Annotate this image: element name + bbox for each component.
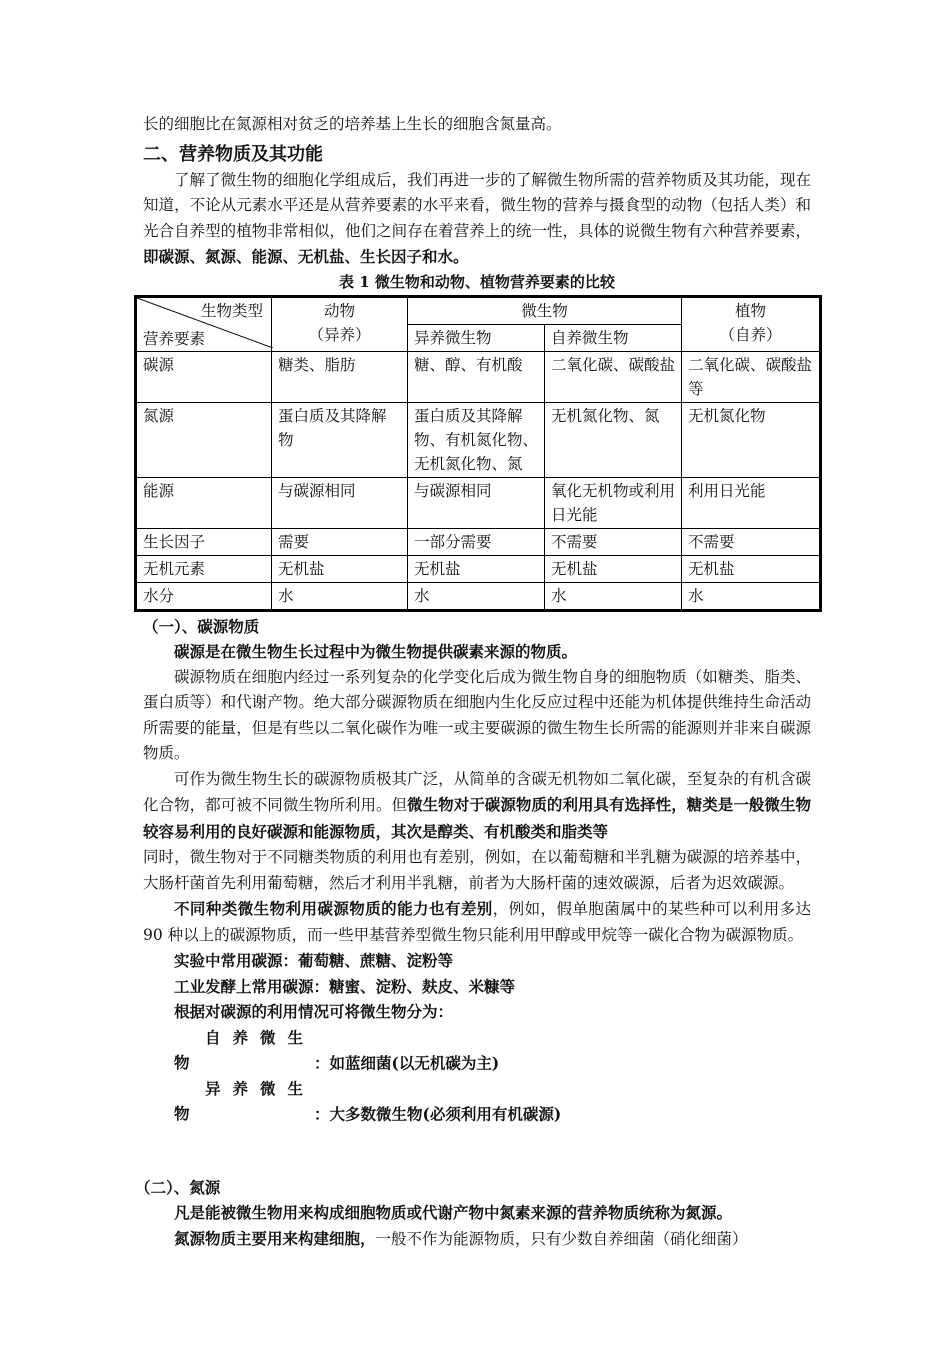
cell-auto: 无机氮化物、氮 <box>545 402 682 477</box>
carbon-paragraph-3: 不同种类微生物利用碳源物质的能力也有差别，例如，假单胞菌属中的某些种可以利用多达 90 种以上的碳源物质，而一些甲基营养型微生物只能利用甲醇或甲烷等一碳化合物为碳源物质。 <box>143 899 811 944</box>
row-name: 生长因子 <box>136 528 272 555</box>
row-name: 氮源 <box>136 402 272 477</box>
table-row <box>136 351 821 402</box>
table-row <box>136 582 821 610</box>
section-paragraph: 了解了微生物的细胞化学组成后，我们再进一步的了解微生物所需的营养物质及其功能，现在知道，不论从元素水平还是从营养要素的水平来看，微生物的营养与摄食型的动物（包括人类）和光合自养型的植物非常相似，他们之间存在着营养上的统一性，具体的说微生物有六种营养要素，即碳源、氮源、能源、无机盐、生长因子和水。 <box>143 170 811 266</box>
carbon-heading: （一）、碳源物质 <box>143 616 260 636</box>
cell-hetero: 无机盐 <box>408 555 545 582</box>
cell-plant: 无机氮化物 <box>682 402 821 477</box>
row-name: 水分 <box>136 582 272 610</box>
table-header-row <box>136 296 821 324</box>
corner-top-label: 生物类型 <box>200 301 263 320</box>
cell-plant: 无机盐 <box>682 555 821 582</box>
spacer <box>143 1127 811 1175</box>
header-animal: 动物 （异养） <box>272 296 408 351</box>
row-name: 碳源 <box>136 351 272 402</box>
cell-animal: 与碳源相同 <box>272 477 408 528</box>
table-row <box>136 402 821 477</box>
cell-plant: 利用日光能 <box>682 477 821 528</box>
cell-auto: 无机盐 <box>545 555 682 582</box>
nitrogen-definition: 凡是能被微生物用来构成细胞物质或代谢产物中氮素来源的营养物质统称为氮源。 <box>174 1203 733 1222</box>
nitrogen-paragraph: 氮源物质主要用来构建细胞，一般不作为能源物质，只有少数自养细菌（硝化细菌） <box>174 1228 748 1248</box>
cell-plant: 水 <box>682 582 821 610</box>
cell-animal: 蛋白质及其降解物 <box>272 402 408 477</box>
table-row <box>136 555 821 582</box>
cell-auto: 氧化无机物或利用日光能 <box>545 477 682 528</box>
cell-auto: 水 <box>545 582 682 610</box>
cell-animal: 无机盐 <box>272 555 408 582</box>
cell-hetero: 糖、醇、有机酸 <box>408 351 545 402</box>
corner-cell <box>136 296 272 351</box>
table-row <box>136 477 821 528</box>
carbon-paragraph-2b: 同时，微生物对于不同糖类物质的利用也有差别，例如，在以葡萄糖和半乳糖为碳源的培养基中，大肠杆菌首先利用葡萄糖，然后才利用半乳糖，前者为大肠杆菌的速效碳源，后者为迟效碳源。 <box>143 848 811 892</box>
lab-carbon-sources: 实验中常用碳源：葡萄糖、蔗糖、淀粉等 <box>174 951 454 970</box>
cell-hetero: 一部分需要 <box>408 528 545 555</box>
corner-bottom-label: 营养要素 <box>143 329 206 348</box>
cell-auto: 不需要 <box>545 528 682 555</box>
intro-tail: 长的细胞比在氮源相对贫乏的培养基上生长的细胞含氮量高。 <box>143 115 562 133</box>
cell-auto: 二氧化碳、碳酸盐 <box>545 351 682 402</box>
cell-hetero: 水 <box>408 582 545 610</box>
carbon-paragraph-2: 可作为微生物生长的碳源物质极其广泛，从简单的含碳无机物如二氧化碳，至复杂的有机含碳化合物，都可被不同微生物所利用。但微生物对于碳源物质的利用具有选择性，糖类是一般微生物较容易利用的良好碳源和能源物质，其次是醇类、有机酸类和脂类等 <box>143 769 811 841</box>
row-name: 无机元素 <box>136 555 272 582</box>
cell-animal: 糖类、脂肪 <box>272 351 408 402</box>
cell-animal: 需要 <box>272 528 408 555</box>
header-plant: 植物 （自养） <box>682 296 821 351</box>
heterotroph-line: 异养微生物 ：大多数微生物(必须利用有机碳源) <box>174 1078 562 1123</box>
cell-plant: 不需要 <box>682 528 821 555</box>
header-hetero: 异养微生物 <box>408 324 545 351</box>
section-heading: 二、营养物质及其功能 <box>143 143 323 165</box>
autotroph-line: 自养微生物 ：如蓝细菌(以无机碳为主) <box>174 1027 500 1072</box>
cell-hetero: 与碳源相同 <box>408 477 545 528</box>
carbon-paragraph-1: 碳源物质在细胞内经过一系列复杂的化学变化后成为微生物自身的细胞物质（如糖类、脂类、蛋白质等）和代谢产物。绝大部分碳源物质在细胞内生化反应过程中还能为机体提供维持生命活动所需要的能量，但是有些以二氧化碳作为唯一或主要碳源的微生物生长所需的能源则并非来自碳源物质。 <box>143 667 811 762</box>
cell-hetero: 蛋白质及其降解物、有机氮化物、无机氮化物、氮 <box>408 402 545 477</box>
table-row <box>136 528 821 555</box>
header-auto: 自养微生物 <box>545 324 682 351</box>
header-microbe: 微生物 <box>408 296 682 324</box>
document-page <box>135 112 813 1252</box>
cell-plant: 二氧化碳、碳酸盐等 <box>682 351 821 402</box>
table-caption: 表 1 微生物和动物、植物营养要素的比较 <box>339 272 615 291</box>
industry-carbon-sources: 工业发酵上常用碳源：糖蜜、淀粉、麸皮、米糠等 <box>174 976 516 996</box>
cell-animal: 水 <box>272 582 408 610</box>
classification-intro: 根据对碳源的利用情况可将微生物分为： <box>174 1002 454 1021</box>
nutrition-table <box>134 295 822 612</box>
row-name: 能源 <box>136 477 272 528</box>
carbon-definition: 碳源是在微生物生长过程中为微生物提供碳素来源的物质。 <box>174 642 578 661</box>
nitrogen-heading: （二）、氮源 <box>135 1177 221 1197</box>
nutrient-list: 即碳源、氮源、能源、无机盐、生长因子和水。 <box>143 247 469 266</box>
